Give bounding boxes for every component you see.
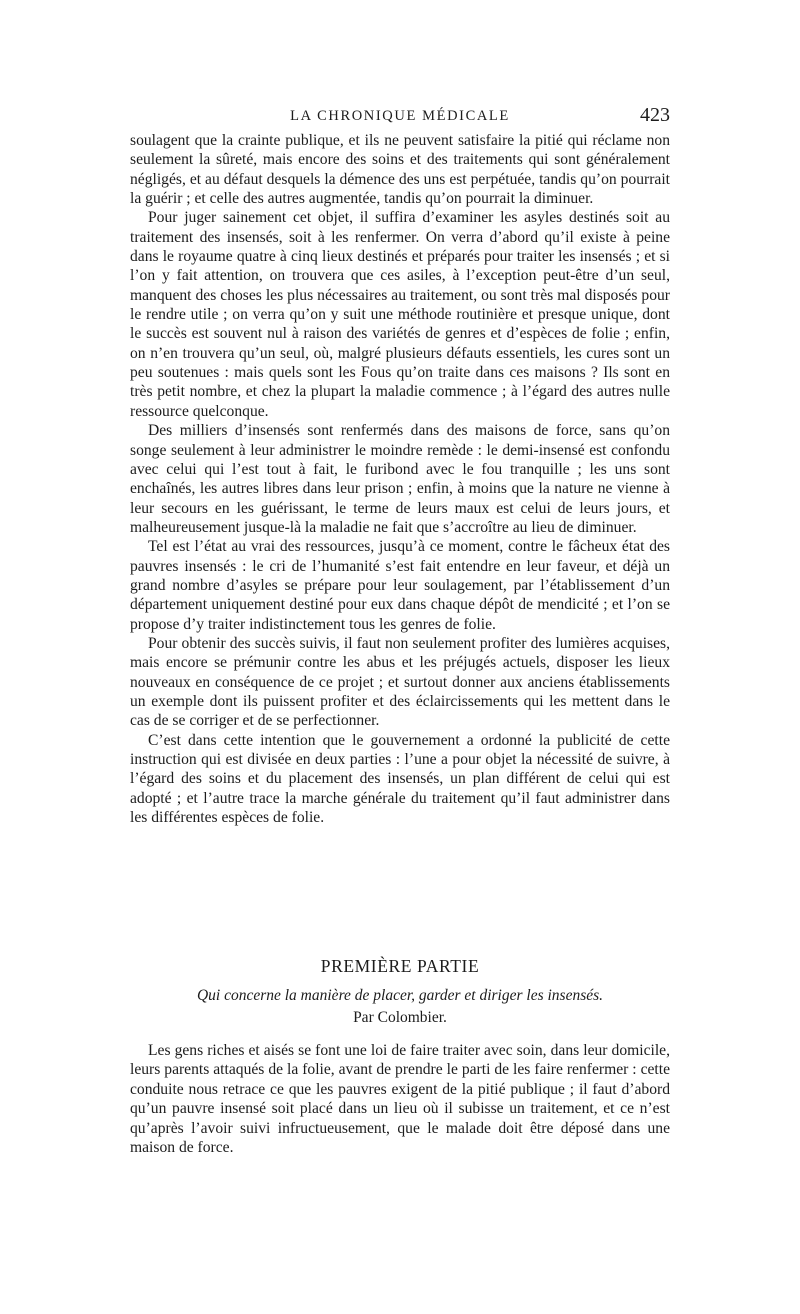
running-header	[130, 104, 670, 130]
running-title: LA CHRONIQUE MÉDICALE	[290, 108, 510, 124]
section-title: PREMIÈRE PARTIE	[320, 956, 480, 976]
body-text	[130, 131, 670, 827]
paragraph: Des milliers d’insensés sont renfermés dans des maisons de force, sans qu’on songe seulement à leur administrer le moindre remède : le demi-insensé est confondu avec celui qui l’est tout à fait, le furibond avec le fou tranquille ; les uns sont enchaînés, les autres libres dans leur prison ; enfin, à moins que la nature ne vienne à leur secours en les guérissant, le terme de leurs maux est celui de leurs jours, et malheureusement jusque-là la maladie ne fait que s’accroître au lieu de diminuer.	[130, 422, 670, 536]
paragraph: Tel est l’état au vrai des ressources, jusqu’à ce moment, contre le fâcheux état des pauvres insensés : le cri de l’humanité s’est fait entendre en leur faveur, et déjà un grand nombre d’asyles se prépare pour leur soulagement, par l’établissement d’un département uniquement destiné pour eux dans chaque dépôt de mendicité ; et l’on se propose d’y traiter indistinctement tous les genres de folie.	[130, 538, 670, 633]
section-subtitle: Qui concerne la manière de placer, garder et diriger les insensés.	[196, 987, 604, 1004]
paragraph: Les gens riches et aisés se font une loi de faire traiter avec soin, dans leur domicile, leurs parents attaqués de la folie, avant de prendre le parti de les faire renfermer : cette conduite nous retrace ce que les pauvres exigent de la pitié publique ; il faut d’abord qu’un pauvre insensé soit placé dans un lieu où il subisse un traitement, et ce n’est qu’après l’avoir suivi infructueusement, que le malade doit être déposé dans une maison de force.	[130, 1042, 670, 1157]
page-number: 423	[640, 104, 670, 126]
section-body-text	[130, 1041, 670, 1157]
paragraph: Pour juger sainement cet objet, il suffira d’examiner les asyles destinés soit au traitement des insensés, soit à les renfermer. On verra d’abord qu’il existe à peine dans le royaume quatre à cinq lieux destinés et préparés pour traiter les insensés ; et si l’on y fait attention, on trouvera que ces asiles, à l’exception peut-être d’un seul, manquent des choses les plus nécessaires au traitement, ou sont très mal disposés pour le rendre utile ; on verra qu’on y suit une méthode routinière et presque unique, dont le succès est souvent nul à raison des variétés de genres et d’espèces de folie ; enfin, on n’en trouvera qu’un seul, où, malgré plusieurs défauts essentiels, les cures sont un peu soutenues : mais quels sont les Fous qu’on traite dans ces maisons ? Ils sont en très petit nombre, et chez la plupart la maladie commence ; à l’égard des autres nulle ressource quelconque.	[130, 209, 670, 420]
paragraph: Pour obtenir des succès suivis, il faut non seulement profiter des lumières acquises, mais encore se prémunir contre les abus et les préjugés actuels, disposer les lieux nouveaux en conséquence de ce projet ; et surtout donner aux anciens établissements un exemple dont ils puissent profiter et des éclaircissements qui les mettent dans le cas de se corriger et de se perfectionner.	[130, 634, 670, 730]
section-heading-block	[130, 954, 670, 1028]
paragraph: C’est dans cette intention que le gouvernement a ordonné la publicité de cette instruction qui est divisée en deux parties : l’une a pour objet la nécessité de suivre, à l’égard des soins et du placement des insensés, un plan différent de celui qui est adopté ; et l’autre trace la marche générale du traitement qu’il faut administrer dans les différentes espèces de folie.	[130, 731, 670, 827]
paragraph: soulagent que la crainte publique, et ils ne peuvent satisfaire la pitié qui réclame non seulement la sûreté, mais encore des soins et des traitements qui sont généralement négligés, et au défaut desquels la démence des uns est perpétuée, tandis qu’on pourrait la guérir ; et celle des autres augmentée, tandis qu’on pourrait la diminuer.	[130, 132, 670, 208]
section-byline: Par Colombier.	[353, 1009, 447, 1026]
